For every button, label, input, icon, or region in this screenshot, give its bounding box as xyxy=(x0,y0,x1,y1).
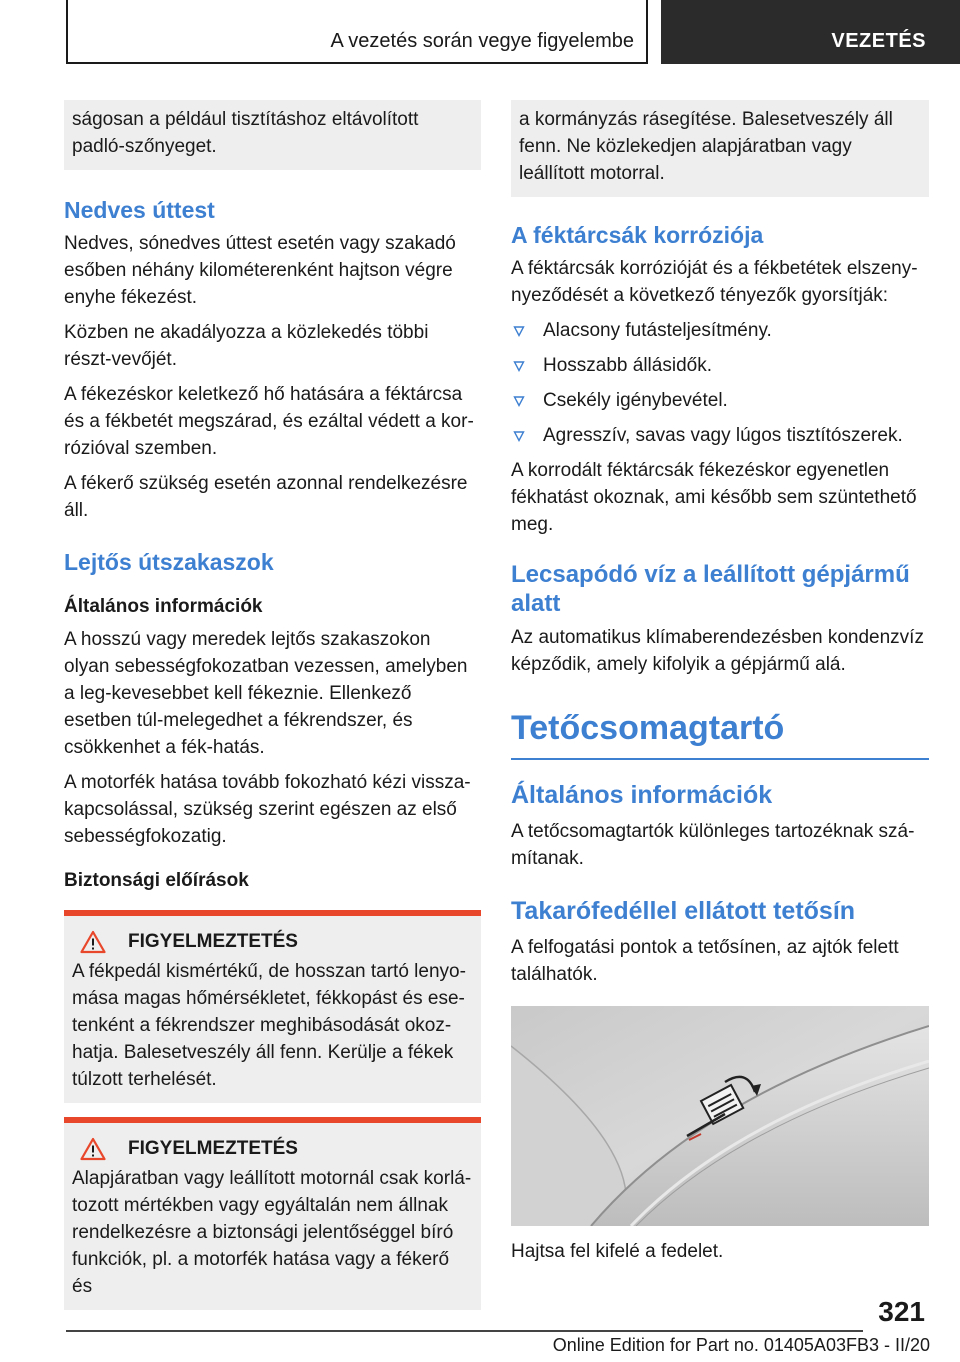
downhill-paragraph-1: A hosszú vagy meredek lejtős szakaszokon olyan sebességfokozatban vezessen, amelyben a leg-kevesebbet kell fékeznie. Ellenkező esetben túl-melegedhet a fékrendszer, és csökkenhet a fék-hatás. xyxy=(64,629,468,758)
wet-road-paragraph-1: Nedves, sónedves úttest esetén vagy szakadó esőben néhány kilométerenként hajtson végre enyhe fékezést. xyxy=(64,233,456,308)
triangle-bullet-icon xyxy=(513,360,525,372)
list-item xyxy=(511,387,929,414)
continued-warning-text: a kormányzás rásegítése. Balesetveszély áll fenn. Ne közlekedjen alapjáratban vagy leállított motorral. xyxy=(519,109,893,184)
heading-wet-road: Nedves úttest xyxy=(64,197,215,223)
warning-1-title: FIGYELMEZTETÉS xyxy=(128,931,298,952)
section-tab xyxy=(661,0,960,64)
running-header-title: A vezetés során vegye figyelembe xyxy=(330,30,634,52)
heading-roof-rack: Tetőcsomagtartó xyxy=(511,708,929,760)
condensate-paragraph: Az automatikus klímaberendezésben kondenzvíz képződik, amely kifolyik a gépjármű alá. xyxy=(511,627,924,675)
photo-caption: Hajtsa fel kifelé a fedelet. xyxy=(511,1241,724,1262)
corrosion-paragraph-1: A féktárcsák korrózióját és a fékbetétek elszeny-nyeződését a következő tényezők gyorsítják: xyxy=(511,258,918,306)
warning-2-text: Alapjáratban vagy leállított motornál csak korlá-tozott mértékben vagy egyáltalán nem állnak rendelkezésre a biztonsági jelentőséggel bíró funkciók, pl. a motorfék hatása vagy a fékerő és xyxy=(72,1168,472,1297)
list-item-text: Hosszabb állásidők. xyxy=(543,355,712,376)
heading-downhill: Lejtős útszakaszok xyxy=(64,549,274,575)
heading-condensate: Lecsapódó víz a leállított gépjármű alatt xyxy=(511,561,910,617)
roof-paragraph-2: A felfogatási pontok a tetősínen, az ajtók felett találhatók. xyxy=(511,937,899,985)
triangle-bullet-icon xyxy=(513,325,525,337)
heading-roof-general-info: Általános információk xyxy=(511,781,773,809)
corrosion-paragraph-2: A korrodált féktárcsák fékezéskor egyenetlen fékhatást okoznak, ami később sem szüntethető meg. xyxy=(511,460,917,535)
footer-edition-text: Online Edition for Part no. 01405A03FB3 - II/20 xyxy=(552,1335,930,1355)
page-number: 321 xyxy=(878,1296,925,1327)
corrosion-factor-list xyxy=(511,317,929,449)
footer-divider xyxy=(66,1330,863,1332)
triangle-bullet-icon xyxy=(513,430,525,442)
warning-box-1 xyxy=(64,910,481,1103)
wet-road-paragraph-3: A fékezéskor keletkező hő hatására a féktárcsa és a fékbetét megszárad, és ezáltal védett a kor-rózióval szemben. xyxy=(64,384,474,459)
warning-1-text: A fékpedál kismértékű, de hosszan tartó lenyo-mása magas hőmérsékletet, fékkopást és ese-tenként a fékrendszer meghibásodását okoz-hatja. Balesetveszély áll fenn. Kerülje a fékek túlzott terhelését. xyxy=(72,961,466,1090)
list-item xyxy=(511,422,929,449)
list-item-text: Csekély igénybevétel. xyxy=(543,390,728,411)
subheading-safety: Biztonsági előírások xyxy=(64,870,249,891)
roof-paragraph-1: A tetőcsomagtartók különleges tartozéknak szá-mítanak. xyxy=(511,821,915,869)
continued-text-box xyxy=(64,100,481,170)
list-item xyxy=(511,352,929,379)
continued-text: ságosan a például tisztításhoz eltávolított padló-szőnyeget. xyxy=(72,109,419,157)
warning-2-title: FIGYELMEZTETÉS xyxy=(128,1138,298,1159)
warning-box-2 xyxy=(64,1117,481,1310)
section-label: VEZETÉS xyxy=(831,30,926,52)
continued-warning-box xyxy=(511,100,929,197)
warning-triangle-icon xyxy=(80,930,106,954)
heading-brake-corrosion: A féktárcsák korróziója xyxy=(511,222,764,248)
right-column xyxy=(511,100,929,1273)
warning-triangle-icon xyxy=(80,1137,106,1161)
heading-roof-rail-cover: Takarófedéllel ellátott tetősín xyxy=(511,897,856,925)
left-column xyxy=(64,100,481,1310)
subheading-general-info: Általános információk xyxy=(64,596,263,617)
wet-road-paragraph-4: A fékerő szükség esetén azonnal rendelkezésre áll. xyxy=(64,473,468,521)
wet-road-paragraph-2: Közben ne akadályozza a közlekedés többi részt-vevőjét. xyxy=(64,322,429,370)
roof-rail-cover-photo xyxy=(511,1006,929,1226)
list-item-text: Alacsony futásteljesítmény. xyxy=(543,320,772,341)
triangle-bullet-icon xyxy=(513,395,525,407)
running-header-box xyxy=(66,0,648,64)
downhill-paragraph-2: A motorfék hatása tovább fokozható kézi vissza-kapcsolással, szükség szerint egészen az első sebességfokozatig. xyxy=(64,772,471,847)
list-item-text: Agresszív, savas vagy lúgos tisztítószerek. xyxy=(543,425,903,446)
list-item xyxy=(511,317,929,344)
